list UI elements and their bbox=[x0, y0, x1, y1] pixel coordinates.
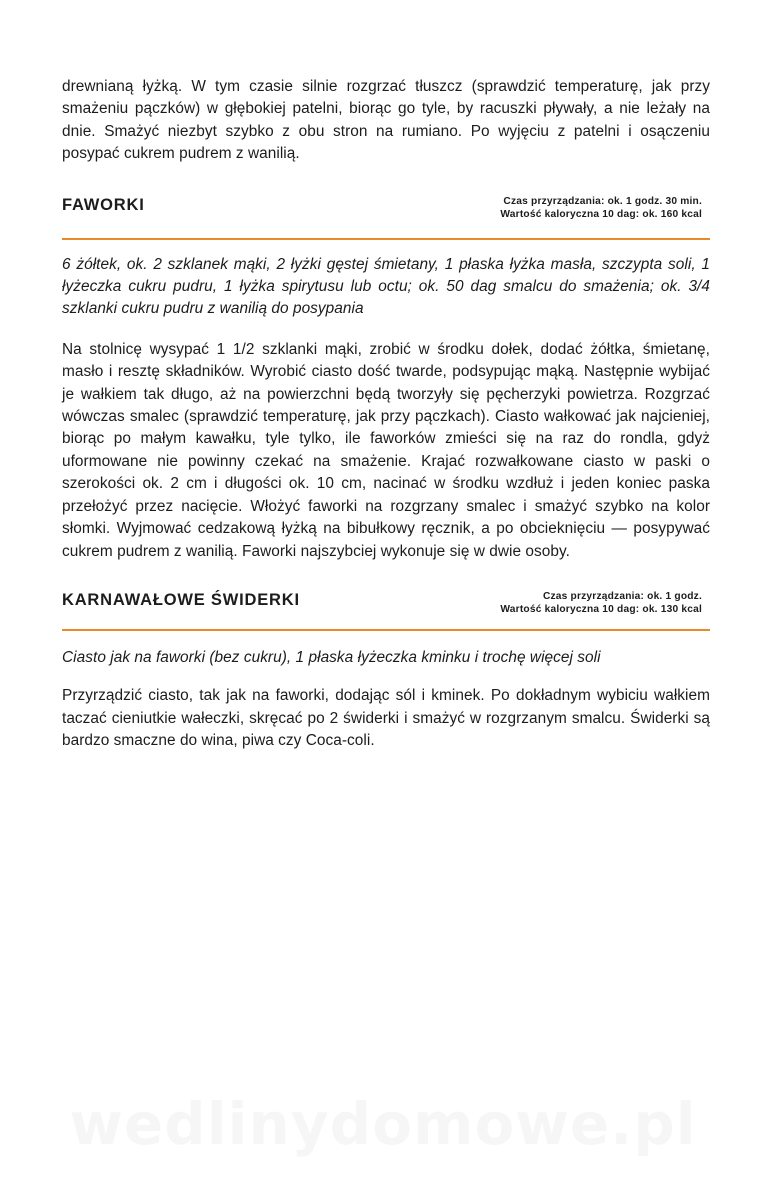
prep-time: Czas przyrządzania: ok. 1 godz. bbox=[542, 590, 702, 602]
recipe-header bbox=[62, 188, 710, 230]
recipe-title: FAWORKI bbox=[62, 195, 145, 214]
method-paragraph: Na stolnicę wysypać 1 1/2 szklanki mąki, zrobić w środku dołek, dodać żółtka, śmietanę, masło i resztę składników. Wyrobić ciasto dość twarde, podsypując mąką. Następnie wybijać je wałkiem tak długo, aż na powierzchni będą tworzyły się pęcherzyki powietrza. Rozgrzać wówczas smalec (sprawdzić temperaturę, jak przy pączkach). Ciasto wałkować jak najcieniej, biorąc po małym kawałku, tyle tylko, ile faworków zmieści się na raz do rondla, gdyż uformowane nie powinny czekać na smażenie. Krajać rozwałkowane ciasto w paski o szerokości ok. 2 cm i długości ok. 10 cm, nacinać w środku wzdłuż i jeden koniec paska przełożyć przez nacięcie. Włożyć faworki na rozgrzany smalec i smażyć szybko na kolor słomki. Wyjmować cedzakową łyżką na bibułkowy ręcznik, a po obcieknięciu — posypywać cukrem pudrem z wanilią. Faworki najszybciej wykonuje się w dwie osoby. bbox=[62, 340, 710, 560]
ingredients-list: Ciasto jak na faworki (bez cukru), 1 płaska łyżeczka kminku i trochę więcej soli bbox=[62, 648, 601, 666]
recipe-title: KARNAWAŁOWE ŚWIDERKI bbox=[62, 590, 300, 609]
recipe-header bbox=[62, 583, 710, 625]
recipe-meta bbox=[500, 590, 702, 616]
recipe-faworki bbox=[62, 188, 710, 563]
watermark bbox=[0, 1090, 766, 1158]
calorie-value: Wartość kaloryczna 10 dag: ok. 130 kcal bbox=[500, 603, 702, 615]
recipe-meta bbox=[500, 195, 702, 221]
calorie-value: Wartość kaloryczna 10 dag: ok. 160 kcal bbox=[500, 208, 702, 220]
intro-paragraph: drewnianą łyżką. W tym czasie silnie rozgrzać tłuszcz (sprawdzić temperaturę, jak przy smażeniu pączków) w głębokiej patelni, biorąc go tyle, by racuszki pływały, a nie leżały na dnie. Smażyć niezbyt szybko z obu stron na rumiano. Po wyjęciu z patelni i osączeniu posypać cukrem pudrem z wanilią. bbox=[62, 78, 710, 163]
recipe-swiderki bbox=[62, 583, 710, 753]
method-paragraph: Przyrządzić ciasto, tak jak na faworki, dodając sól i kminek. Po dokładnym wybiciu wałkiem taczać cieniutkie wałeczki, skręcać po 2 świderki i smażyć w rozgrzanym smalcu. Świderki są bardzo smaczne do wina, piwa czy Coca-coli. bbox=[62, 687, 710, 750]
prep-time: Czas przyrządzania: ok. 1 godz. 30 min. bbox=[503, 195, 702, 207]
page-content bbox=[62, 76, 710, 753]
section-divider bbox=[62, 629, 710, 631]
ingredients-list: 6 żółtek, ok. 2 szklanek mąki, 2 łyżki gęstej śmietany, 1 płaska łyżka masła, szczypta soli, 1 łyżeczka cukru pudru, 1 łyżka spirytusu lub octu; ok. 50 dag smalcu do smażenia; ok. 3/4 szklanki cukru pudru z wanilią do posypania bbox=[62, 255, 710, 318]
section-divider bbox=[62, 238, 710, 240]
